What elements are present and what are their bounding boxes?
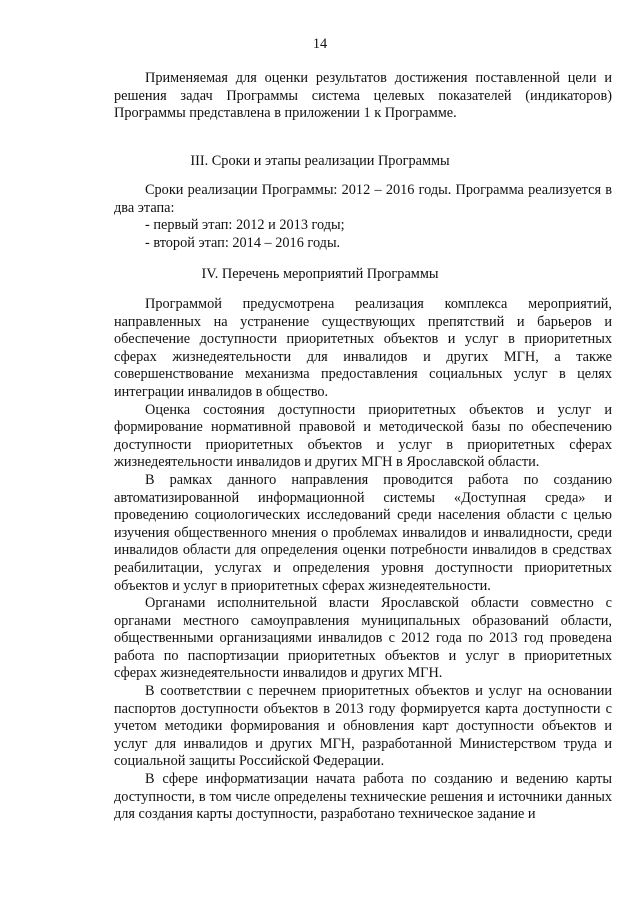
stage-item: - второй этап: 2014 – 2016 годы. xyxy=(145,234,341,251)
body-paragraph: В рамках данного направления проводится работа по созданию автоматизированной информационной системы «Доступная среда» и проведению социологических исследований среди населения области с целью изучения общественного мнения о проблемах инвалидов и инвалидности, среди инвалидов области для определения оценки потребности инвалидов в средствах реабилитации, услугах и определения уровня доступности приоритетных объектов и услуг в приоритетных сферах жизнедеятельности. xyxy=(114,471,612,594)
body-paragraph: Программой предусмотрена реализация комплекса мероприятий, направленных на устранение существующих препятствий и барьеров и обеспечение доступности приоритетных объектов и услуг в приоритетных сферах жизнедеятельности для инвалидов и других МГН, а также совершенствование механизма предоставления социальных услуг в целях интеграции инвалидов в общество. xyxy=(114,296,612,400)
intro-paragraph: Применяемая для оценки результатов достижения поставленной цели и решения задач Программы система целевых показателей (индикаторов) Программы представлена в приложении 1 к Программе. xyxy=(114,70,612,122)
body-paragraph: Оценка состояния доступности приоритетных объектов и услуг и формирование нормативной правовой и методической базы по обеспечению доступности приоритетных объектов и услуг в приоритетных сферах жизнедеятельности инвалидов и других МГН в Ярославской области. xyxy=(114,401,612,471)
section-3-body xyxy=(114,182,612,252)
section-4-body xyxy=(114,296,612,824)
section-3-paragraph: Сроки реализации Программы: 2012 – 2016 годы. Программа реализуется в два этапа: xyxy=(114,182,612,216)
body-paragraph: В соответствии с перечнем приоритетных объектов и услуг на основании паспортов доступности объектов в 2013 году формируется карта доступности с учетом методики формирования и обновления карт доступности объектов и услуг для инвалидов и других МГН, разработанной Министерством труда и социальной защиты Российской Федерации. xyxy=(114,683,612,770)
stage-item: - первый этап: 2012 и 2013 годы; xyxy=(145,217,345,234)
intro-block xyxy=(114,70,612,123)
body-paragraph: Органами исполнительной власти Ярославской области совместно с органами местного самоуправления муниципальных образований области, общественными организациями инвалидов с 2012 года по 2013 год проведена работа по паспортизации приоритетных объектов и услуг в приоритетных сферах жизнедеятельности инвалидов и других МГН. xyxy=(114,595,612,682)
body-paragraph: В сфере информатизации начата работа по созданию и ведению карты доступности, в том числе определены технические решения и источники данных для создания карты доступности, разработано техническое задание и xyxy=(114,771,612,823)
section-4-heading: IV. Перечень мероприятий Программы xyxy=(201,266,439,282)
section-3-heading: III. Сроки и этапы реализации Программы xyxy=(190,153,450,169)
page-number: 14 xyxy=(312,36,328,52)
